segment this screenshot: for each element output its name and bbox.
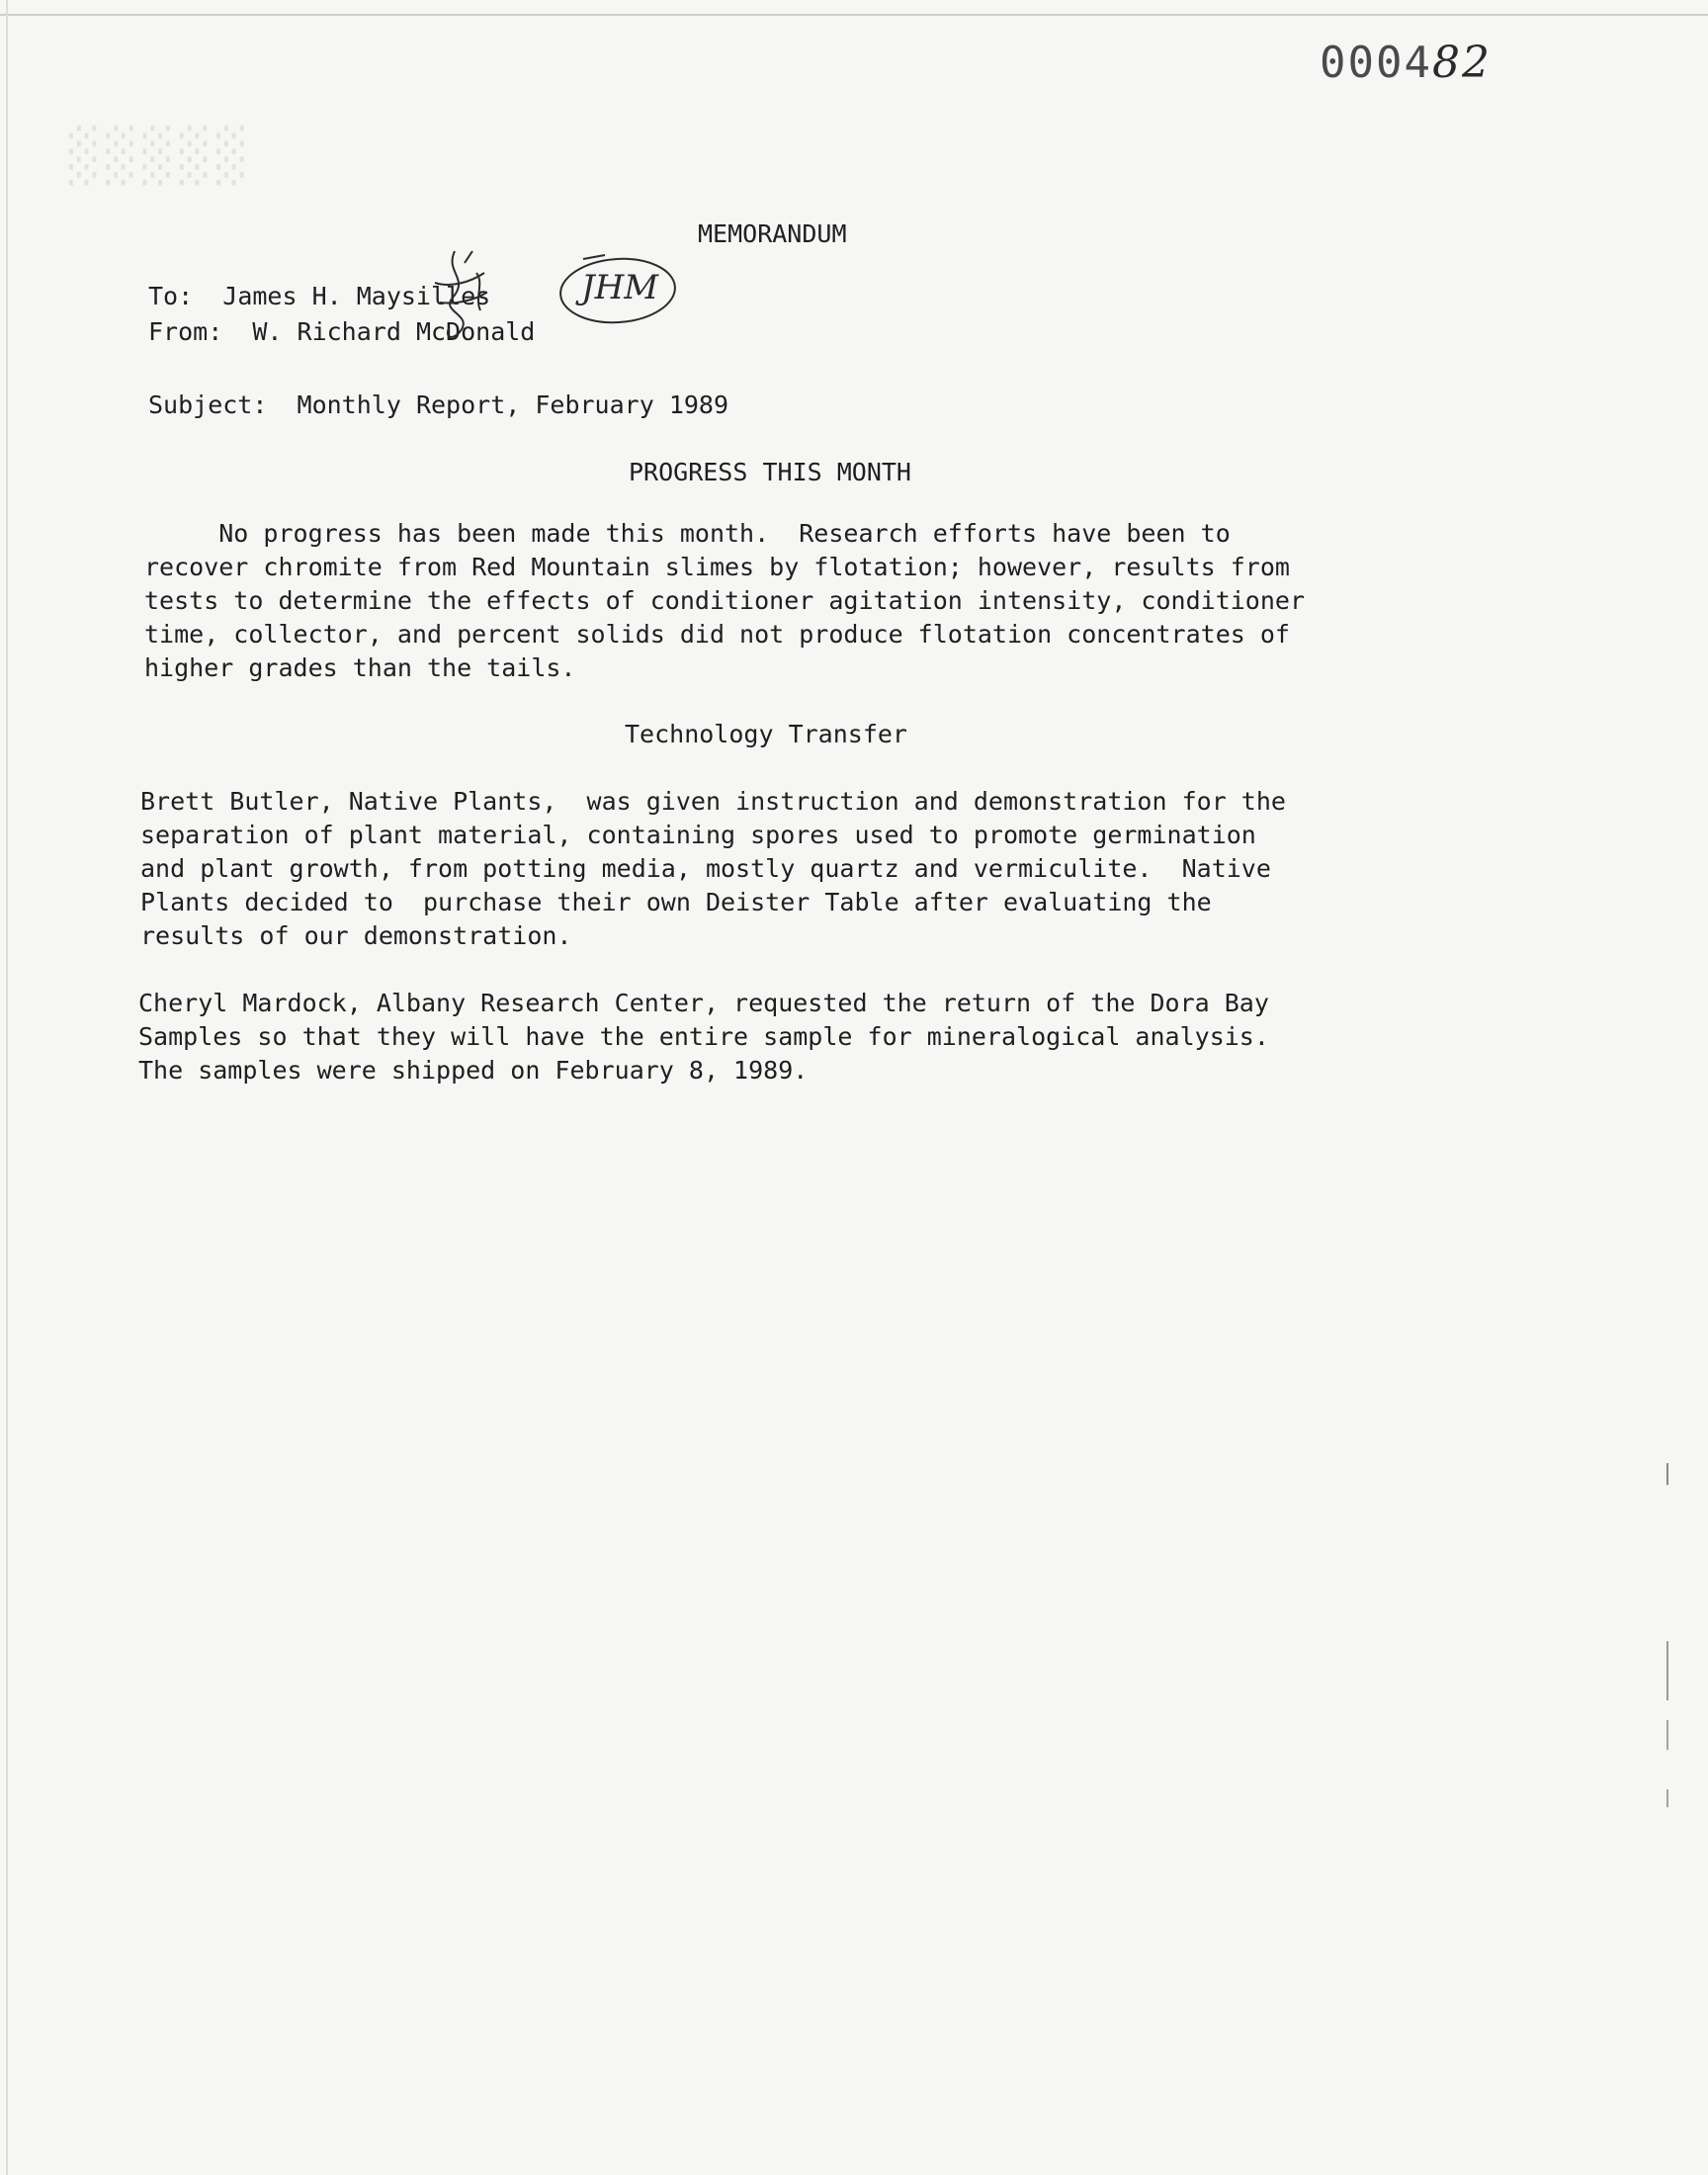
memo-title: MEMORANDUM <box>698 219 847 248</box>
from-value: W. Richard McDonald <box>252 317 536 346</box>
subject-value: Monthly Report, February 1989 <box>297 391 729 419</box>
scan-top-edge <box>0 14 1708 16</box>
paragraph-line: tests to determine the effects of conditioner agitation intensity, conditioner <box>144 586 1305 615</box>
progress-heading: PROGRESS THIS MONTH <box>629 458 911 486</box>
technology-transfer-heading: Technology Transfer <box>625 720 907 748</box>
to-value: James H. Maysilles <box>222 282 491 310</box>
paragraph-line: Plants decided to purchase their own Deister Table after evaluating the <box>140 888 1212 916</box>
paragraph-line: Samples so that they will have the entire sample for mineralogical analysis. <box>138 1022 1269 1051</box>
paragraph-line: and plant growth, from potting media, mostly quartz and vermiculite. Native <box>140 854 1271 883</box>
from-label: From: <box>148 317 223 346</box>
paragraph-line: time, collector, and percent solids did not produce flotation concentrates of <box>144 620 1290 649</box>
paragraph-line: Cheryl Mardock, Albany Research Center, requested the return of the Dora Bay <box>138 989 1269 1017</box>
paragraph-line: separation of plant material, containing spores used to promote germination <box>140 821 1256 849</box>
technology-paragraph-2 <box>138 987 1269 1088</box>
paragraph-line: higher grades than the tails. <box>144 653 576 682</box>
progress-paragraph <box>144 517 1305 685</box>
subject-label: Subject: <box>148 391 268 419</box>
paragraph-line: recover chromite from Red Mountain slimes by flotation; however, results from <box>144 553 1290 581</box>
scan-edge-marks <box>1659 1463 1678 1859</box>
subject-line <box>148 389 728 421</box>
scan-left-edge <box>6 0 8 2175</box>
page-number-stamp <box>1320 38 1492 88</box>
to-label: To: <box>148 282 194 310</box>
paragraph-line: The samples were shipped on February 8, 1989. <box>138 1056 809 1085</box>
paragraph-line: results of our demonstration. <box>140 921 572 950</box>
page-number-printed: 0004 <box>1320 38 1432 88</box>
technology-paragraph-1 <box>140 785 1286 953</box>
bleed-through-mark: ░░░░░ <box>59 127 244 186</box>
initials-text: JHM <box>581 268 659 307</box>
paragraph-line: No progress has been made this month. Research efforts have been to <box>144 519 1231 548</box>
signature-scribble <box>415 243 504 352</box>
page-number-handwritten: 82 <box>1431 38 1492 88</box>
circled-initials <box>554 233 682 342</box>
paragraph-line: Brett Butler, Native Plants, was given instruction and demonstration for the <box>140 787 1286 816</box>
